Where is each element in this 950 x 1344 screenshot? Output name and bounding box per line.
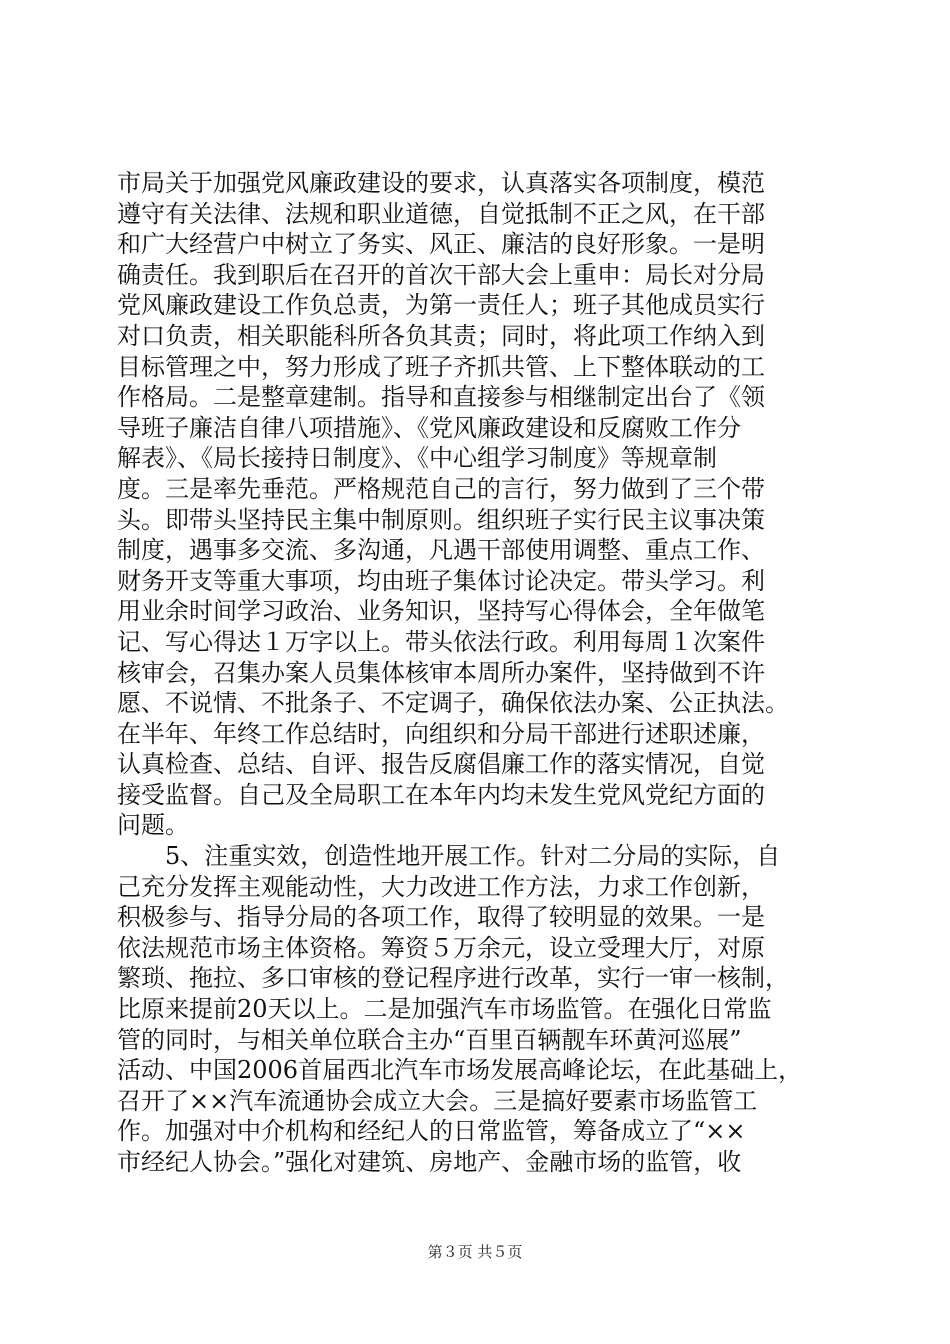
text-line: 作格局。二是整章建制。指导和直接参与相继制定出台了《领 xyxy=(117,383,765,412)
text-line: 制度，遇事多交流、多沟通，凡遇干部使用调整、重点工作、 xyxy=(117,536,765,565)
text-line: 确责任。我到职后在召开的首次干部大会上重申：局长对分局 xyxy=(117,260,765,289)
text-line: 记、写心得达１万字以上。带头依法行政。利用每周１次案件 xyxy=(117,627,765,656)
text-line: 比原来提前20天以上。二是加强汽车市场监管。在强化日常监 xyxy=(117,995,772,1024)
text-line: 管的同时，与相关单位联合主办“百里百辆靓车环黄河巡展” xyxy=(117,1025,742,1054)
body-text xyxy=(117,168,837,1178)
text-line: 头。即带头坚持民主集中制原则。组织班子实行民主议事决策 xyxy=(117,505,765,534)
text-line: 积极参与、指导分局的各项工作，取得了较明显的效果。一是 xyxy=(117,903,765,932)
text-line: 繁琐、拖拉、多口审核的登记程序进行改革，实行一审一核制， xyxy=(117,964,789,993)
text-line: 用业余时间学习政治、业务知识，坚持写心得体会，全年做笔 xyxy=(117,597,765,626)
text-line: 市经纪人协会。”强化对建筑、房地产、金融市场的监管，收 xyxy=(117,1148,742,1176)
text-line: 依法规范市场主体资格。筹资５万余元，设立受理大厅，对原 xyxy=(117,933,765,962)
text-line: 5、注重实效，创造性地开展工作。针对二分局的实际，自 xyxy=(117,842,781,871)
text-line: 问题。 xyxy=(117,811,189,840)
text-line: 愿、不说情、不批条子、不定调子，确保依法办案、公正执法。 xyxy=(117,689,789,718)
text-line: 召开了××汽车流通协会成立大会。三是搞好要素市场监管工 xyxy=(117,1086,758,1115)
page-number-label: 第３页 共５页 xyxy=(427,1243,523,1261)
text-line: 遵守有关法律、法规和职业道德，自觉抵制不正之风，在干部 xyxy=(117,199,765,228)
text-line: 度。三是率先垂范。严格规范自己的言行，努力做到了三个带 xyxy=(117,474,765,503)
text-line: 核审会，召集办案人员集体核审本周所办案件，坚持做到不许 xyxy=(117,658,765,687)
text-line: 在半年、年终工作总结时，向组织和分局干部进行述职述廉， xyxy=(117,719,765,748)
text-line: 党风廉政建设工作负总责，为第一责任人；班子其他成员实行 xyxy=(117,291,765,320)
text-line: 导班子廉洁自律八项措施》、《党风廉政建设和反腐败工作分 xyxy=(117,413,741,442)
text-line: 作。加强对中介机构和经纪人的日常监管，筹备成立了“×× xyxy=(117,1117,746,1146)
text-line: 市局关于加强党风廉政建设的要求，认真落实各项制度，模范 xyxy=(117,169,765,197)
text-line: 活动、中国2006首届西北汽车市场发展高峰论坛，在此基础上， xyxy=(117,1056,803,1085)
page-footer xyxy=(0,1242,950,1262)
text-line: 和广大经营户中树立了务实、风正、廉洁的良好形象。一是明 xyxy=(117,230,765,259)
text-line: 接受监督。自己及全局职工在本年内均未发生党风党纪方面的 xyxy=(117,780,765,809)
text-line: 财务开支等重大事项，均由班子集体讨论决定。带头学习。利 xyxy=(117,566,765,595)
text-line: 己充分发挥主观能动性，大力改进工作方法，力求工作创新， xyxy=(117,872,765,901)
text-line: 对口负责，相关职能科所各负其责；同时，将此项工作纳入到 xyxy=(117,321,765,350)
text-line: 目标管理之中，努力形成了班子齐抓共管、上下整体联动的工 xyxy=(117,352,765,381)
text-line: 解表》、《局长接持日制度》、《中心组学习制度》等规章制 xyxy=(117,444,717,473)
text-line: 认真检查、总结、自评、报告反腐倡廉工作的落实情况，自觉 xyxy=(117,750,765,779)
